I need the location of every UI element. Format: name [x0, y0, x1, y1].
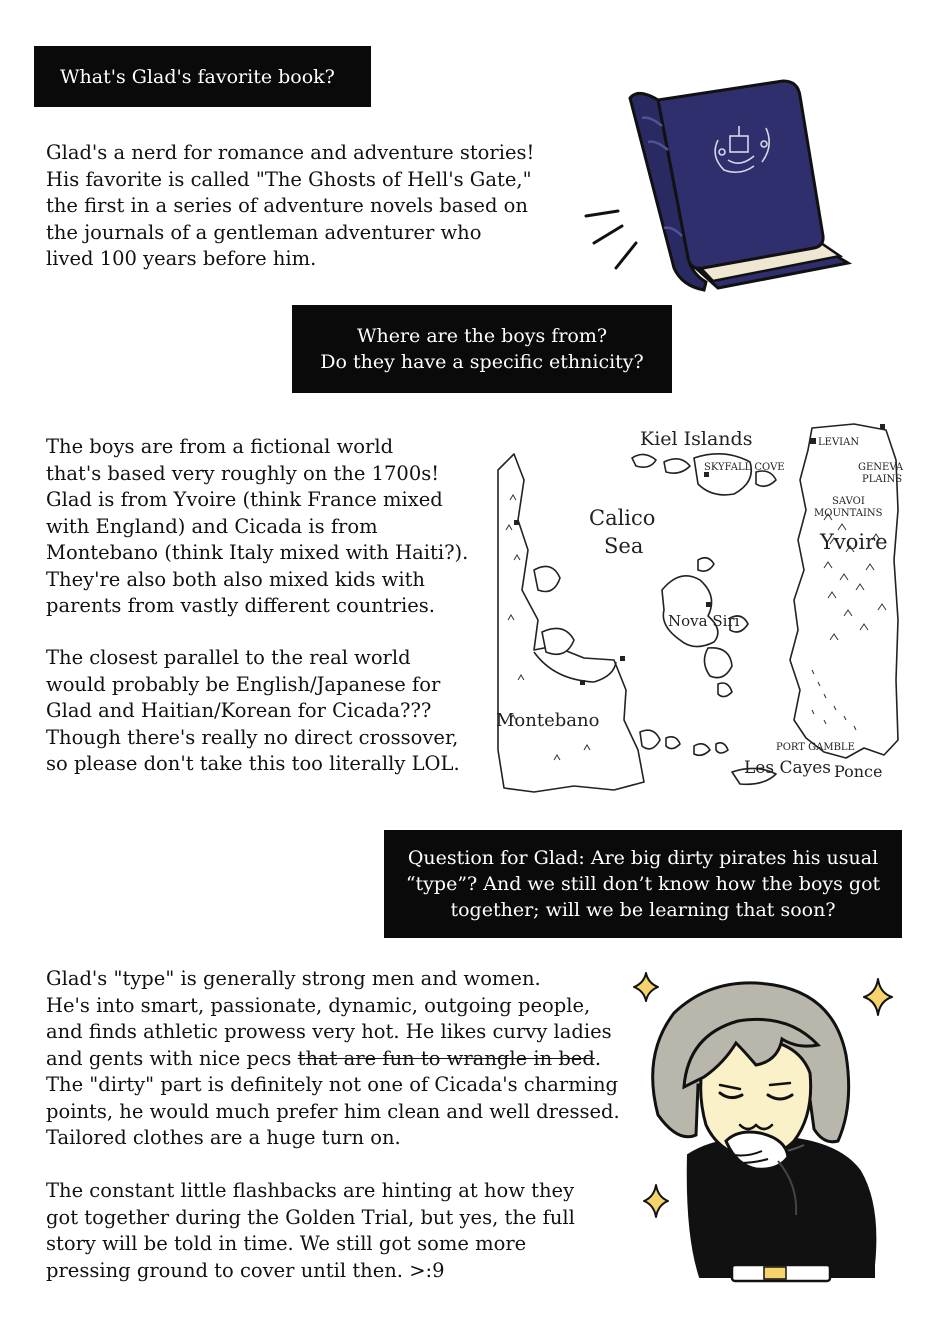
- answer-line: Montebano (think Italy mixed with Haiti?).: [46, 541, 469, 564]
- map-label-yvoire: Yvoire: [820, 530, 888, 554]
- question-text: Where are the boys from?: [356, 325, 608, 347]
- answer-line-with-strikethrough: [46, 1046, 620, 1073]
- answer-line: would probably be English/Japanese for: [46, 672, 441, 696]
- question-text: Question for Glad: Are big dirty pirates his usual: [407, 847, 879, 869]
- answer-line: Though there's really no direct crossover,: [46, 725, 459, 749]
- answer-line: Glad's a nerd for romance and adventure stories!: [46, 141, 535, 164]
- answer-line: The constant little flashbacks are hinting at how they: [46, 1179, 575, 1202]
- kiel-islands: [632, 454, 656, 467]
- question-box-origin: [292, 305, 672, 393]
- map-label-calico-sea: Calico: [589, 506, 656, 530]
- map-label-geneva-plains: PLAINS: [862, 474, 903, 485]
- answer-line: He's into smart, passionate, dynamic, outgoing people,: [46, 993, 591, 1017]
- answer-type-p2: [46, 1178, 575, 1284]
- answer-line: parents from vastly different countries.: [46, 594, 435, 617]
- answer-text: .: [594, 1046, 602, 1070]
- answer-text: and gents with nice pecs: [46, 1046, 298, 1070]
- book-illustration: [578, 78, 858, 303]
- question-text: “type”? And we still don’t know how the boys got: [405, 873, 881, 895]
- answer-line: pressing ground to cover until then. >:9: [46, 1258, 445, 1282]
- map-label-les-cayes: Les Cayes: [744, 758, 832, 778]
- answer-line: They're also both also mixed kids with: [46, 567, 425, 591]
- motion-lines: [586, 211, 636, 268]
- answer-line: so please don't take this too literally LOL.: [46, 752, 460, 775]
- answer-line: story will be told in time. We still got some more: [46, 1232, 527, 1255]
- answer-line: Glad is from Yvoire (think France mixed: [46, 488, 443, 511]
- question-box-favorite-book: [34, 46, 371, 107]
- answer-line: and finds athletic prowess very hot. He likes curvy ladies: [46, 1020, 612, 1043]
- map-label-calico-sea: Sea: [604, 534, 644, 558]
- map-label-skyfall-cove: SKYFALL COVE: [704, 462, 785, 473]
- map-label-savoi-mountains: MOUNTAINS: [814, 508, 883, 519]
- answer-origin-p1: [46, 434, 468, 620]
- answer-line: lived 100 years before him.: [46, 247, 317, 270]
- question-text: together; will we be learning that soon?: [450, 899, 836, 921]
- answer-favorite-book: [46, 140, 534, 273]
- question-text: Do they have a specific ethnicity?: [320, 351, 644, 373]
- answer-line: His favorite is called "The Ghosts of Hell's Gate,": [46, 167, 532, 191]
- answer-line: the journals of a gentleman adventurer who: [46, 220, 482, 244]
- map-label-kiel-islands: Kiel Islands: [640, 428, 753, 450]
- answer-line: got together during the Golden Trial, but yes, the full: [46, 1205, 575, 1229]
- map-label-montebano: Montebano: [496, 710, 600, 731]
- struck-text: that are fun to wrangle in bed: [297, 1046, 595, 1070]
- world-map: [494, 420, 904, 798]
- map-label-levian: LEVIAN: [818, 437, 860, 448]
- answer-line: points, he would much prefer him clean and well dressed.: [46, 1099, 620, 1123]
- answer-line: The closest parallel to the real world: [46, 646, 411, 669]
- answer-line: the first in a series of adventure novels based on: [46, 194, 528, 217]
- answer-line: Glad's "type" is generally strong men and women.: [46, 967, 541, 990]
- map-label-nova-siri: Nova Siri: [668, 612, 740, 630]
- question-text: What's Glad's favorite book?: [60, 65, 335, 88]
- question-box-type: [384, 830, 902, 938]
- montebano-landmass: [498, 454, 644, 792]
- answer-line: Glad and Haitian/Korean for Cicada???: [46, 699, 432, 722]
- map-label-geneva-plains: GENEVA: [858, 462, 904, 473]
- map-label-port-gamble: PORT GAMBLE: [776, 742, 855, 753]
- answer-line: with England) and Cicada is from: [46, 514, 378, 538]
- answer-line: The boys are from a fictional world: [46, 435, 394, 458]
- answer-line: that's based very roughly on the 1700s!: [46, 461, 440, 485]
- glad-character-illustration: [628, 965, 898, 1290]
- answer-line: The "dirty" part is definitely not one of Cicada's charming: [46, 1073, 618, 1096]
- answer-line: Tailored clothes are a huge turn on.: [46, 1126, 401, 1149]
- answer-type-p1: [46, 966, 620, 1152]
- map-label-savoi-mountains: SAVOI: [832, 496, 865, 507]
- answer-origin-p2: [46, 645, 460, 778]
- map-label-ponce: Ponce: [834, 762, 883, 781]
